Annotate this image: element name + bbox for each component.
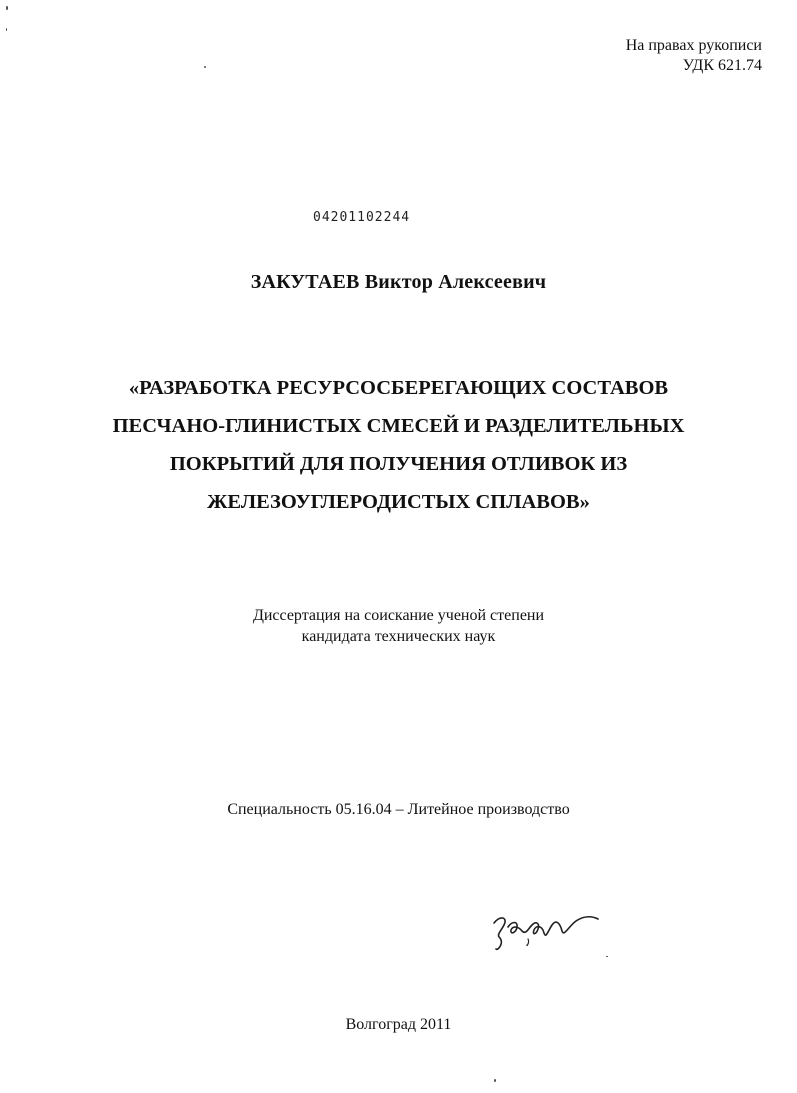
degree-statement (0, 605, 797, 647)
dissertation-title (0, 369, 797, 521)
title-line: ПЕСЧАНО-ГЛИНИСТЫХ СМЕСЕЙ И РАЗДЕЛИТЕЛЬНЫХ (112, 415, 685, 437)
rights-notice: На правах рукописи (625, 37, 762, 54)
city-year: Волгоград 2011 (345, 1016, 452, 1033)
title-line: ПОКРЫТИЙ ДЛЯ ПОЛУЧЕНИЯ ОТЛИВОК ИЗ (169, 453, 628, 475)
udc-code: УДК 621.74 (682, 57, 762, 74)
degree-line: Диссертация на соискание ученой степени (252, 607, 545, 624)
scan-speck (606, 956, 608, 957)
specialty: Специальность 05.16.04 – Литейное производство (227, 801, 570, 818)
scan-speck (204, 66, 206, 68)
scan-speck (494, 1079, 496, 1082)
degree-line: кандидата технических наук (301, 628, 496, 645)
archive-number: 04201102244 (313, 210, 411, 225)
title-line: «РАЗРАБОТКА РЕСУРСОСБЕРЕГАЮЩИХ СОСТАВОВ (128, 377, 669, 399)
scan-speck (6, 28, 7, 31)
handwritten-signature (486, 905, 616, 955)
author-name: ЗАКУТАЕВ Виктор Алексеевич (250, 271, 547, 293)
title-line: ЖЕЛЕЗОУГЛЕРОДИСТЫХ СПЛАВОВ» (207, 491, 590, 513)
scan-speck (6, 6, 8, 10)
manuscript-header (626, 36, 762, 76)
